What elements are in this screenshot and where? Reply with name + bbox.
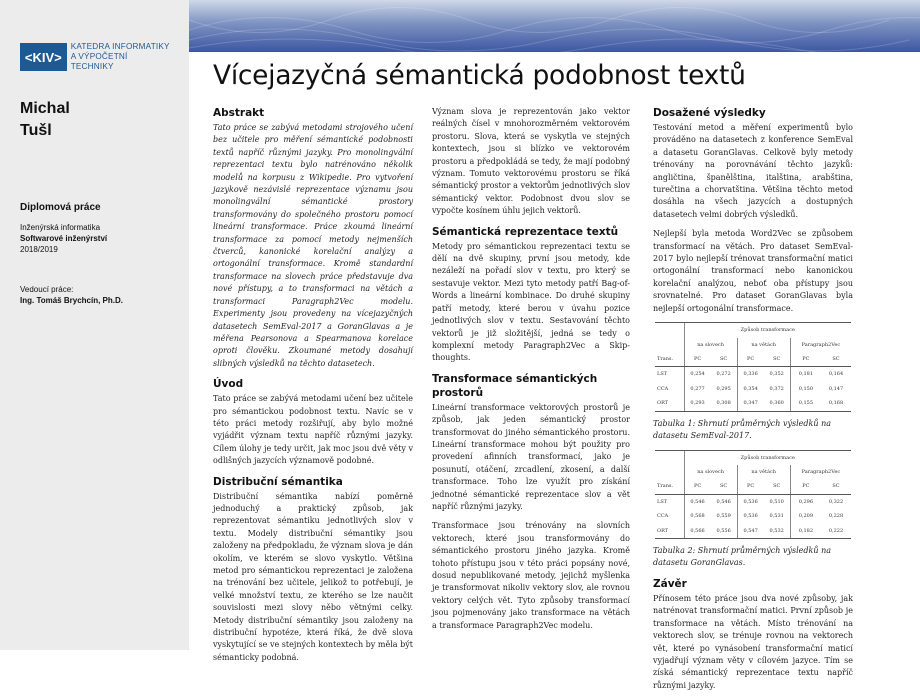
table-row — [655, 396, 851, 411]
table-cell: 0,182 — [790, 524, 821, 539]
table-cell: 0,372 — [769, 385, 784, 392]
transform-text-2: Transformace jsou trénovány na slovních vektorech, které jsou transformovány do sémantického prostoru jiného jazyka. Kromě tohoto přístupu jsou v této práci popsány nové, dosud nepublikované metody, jejichž myšlenka je transformovat nikoliv vektory slov, ale rovnou vektory celých vět. Tyto způsoby transformací jsou pojmenovány jako transformace na větách a transformace Paragraph2Vec modelu. — [432, 521, 630, 630]
intro-text: Tato práce se zabývá metodami učení bez učitele pro sémantickou podobnost textu. Navíc se v této práci metody rozšiřují, aby bylo možné vyjádřit význam textu napříč různými jazyky. Cílem úlohy je tedy určit, jak moc jsou dvě věty v odlišných jazycích významově podobné. — [213, 394, 413, 466]
table-cell: 0,222 — [821, 524, 851, 539]
table-cell: 0,556 — [711, 524, 738, 539]
semantic-repr-heading: Sémantická reprezentace textů — [432, 225, 619, 238]
table-cell: ORT — [655, 524, 684, 539]
author-first-name: Michal — [20, 100, 70, 117]
table-cell: 0,532 — [764, 524, 791, 539]
vector-meaning-text: Význam slova je reprezentován jako vektor reálných čísel v mnohorozměrném vektorovém prostoru. Slova, která se vyskytla ve stejných kontextech, jsou si blízko ve vektorovém prostoru a předpokládá se tedy, že mají podobný význam. Tomuto vektorovému prostoru se říká sémantický prostor a vektorům jednotlivých slov sémantický vektor. Podobnost dvou slov se vypočte kosínem úhlu jejich vektorů. — [432, 107, 630, 216]
table-subheader: SC — [821, 352, 851, 367]
table-row — [655, 382, 851, 396]
specialization: Softwarové inženýrství — [20, 234, 108, 243]
column-2 — [432, 106, 630, 639]
table-cell: 0,546 — [716, 498, 731, 505]
study-field — [20, 222, 107, 255]
logo-line-1: KATEDRA INFORMATIKY — [70, 42, 170, 51]
table-cell: 0,308 — [711, 396, 738, 411]
table-row — [655, 367, 851, 382]
logo-text — [71, 42, 170, 72]
transform-heading: Transformace sémantických prostorů — [432, 372, 598, 399]
advisor-block — [20, 284, 123, 306]
table-subheader: SC — [764, 352, 791, 367]
table-cell: 0,531 — [769, 513, 784, 520]
table-column-header: na větách — [737, 465, 790, 479]
results-text-1: Testování metod a měření experimentů bylo prováděno na datasetech z konference SemEval a datasetu GoranGlavas. Celkově byly metody trénovány na porovnávání těchto jazyků: angličtina, španělština, italština, arabština, turečtina a chorvatština. Většina těchto metod dosáhla na všech jazycích a dostupných datasetech velmi dobrých výsledků. — [653, 123, 853, 219]
table-column-header: na slovech — [684, 338, 737, 352]
table-cell: 0,293 — [684, 396, 711, 411]
thesis-type: Diplomová práce — [20, 202, 101, 213]
results-table-2 — [655, 450, 851, 539]
table-cell: LST — [657, 371, 668, 378]
semantic-repr-text: Metody pro sémantickou reprezentaci textu se dělí na dvě skupiny, první jsou metody, kde nezáleží na pořadí slov v textu, pro který se sestavuje vektor. Mezi tyto metody patří Bag-of-Words a lineární kombinace. Do druhé skupiny patří metody, které berou v úvahu pozice jednotlivých slov v textu. Sestavování těchto vektorů je již složitější, jedná se tedy o komplexní metody Paragraph2Vec a Skip-thoughts. — [432, 241, 630, 363]
table-subheader: Trans. — [655, 352, 684, 367]
table-cell: LST — [657, 498, 668, 505]
table-subheader: SC — [821, 479, 851, 494]
table-column-header: Paragraph2Vec — [790, 465, 851, 479]
table-cell: CCA — [657, 385, 669, 392]
table-subheader: SC — [711, 479, 738, 494]
distributional-text: Distribuční sémantika nabízí poměrně jednoduchý a praktický způsob, jak reprezentovat sémantiku jednotlivých slov v textu. Modely distribuční sémantiky jsou založeny na předpokladu, že význam slova je dán okolím, ve kterém se slovo vyskytlo. Většina metod pro sémantickou reprezentaci je založena na trénování bez učitele, jelikož to potřebují, je velké množství textu, ze kterého se lze naučit souvislosti mezi slovy něbo větnými celky. Metody distribuční sémantiky jsou založeny na distribuční hypotéze, která říká, že dvě slova vyskytující se ve stejných kontextech by měla být sémanticky podobná. — [213, 491, 413, 662]
table-cell: 0,354 — [737, 382, 764, 396]
table-cell: 0,164 — [828, 371, 844, 378]
table-cell: CCA — [657, 513, 669, 520]
results-tables — [653, 322, 853, 569]
table-caption: Tabulka 2: Shrnutí průměrných výsledků na datasetu GoranGlavas. — [653, 545, 831, 567]
table-row — [655, 494, 851, 509]
table-cell: 0,536 — [737, 509, 764, 523]
table-cell: 0,322 — [828, 498, 844, 505]
transform-text-1: Lineární transformace vektorových prostorů je způsob, jak jeden sémantický prostor transformovat do jiného sémantického prostoru. Lineární transformace mohou být použity pro provedení afinních transformací, jako je posunutí, otáčení, zrcadlení, zkosení, a další transformace. Toho lze využít pro získání jednotné sémantické reprezentace slov a vět napříč různými jazyky. — [432, 402, 630, 511]
field-name: Inženýrská informatika — [20, 223, 101, 232]
results-heading: Dosažené výsledky — [653, 107, 766, 119]
conclusion-text: Přínosem této práce jsou dva nové způsoby, jak natrénovat transformační matici. První způsob je transformace na větách. Místo trénování na vektorech slov, se trénuje rovnou na vektorech vět, které po vynásobení transformační maticí vyjadřují význam věty v cílovém jazyce. Tím se získá sémantický reprezentace textu napříč různými jazyky. — [653, 593, 853, 690]
author-last-name: Tušl — [20, 122, 52, 139]
column-3 — [653, 106, 853, 699]
table-subheader: PC — [684, 479, 711, 494]
table-cell: ORT — [655, 396, 684, 411]
table-row — [655, 509, 851, 523]
table-column-header: na slovech — [684, 465, 737, 479]
banner-pattern — [189, 0, 920, 52]
logo-badge: <KIV> — [20, 43, 67, 71]
table-cell: 0,254 — [684, 367, 711, 382]
table-cell: 0,360 — [764, 396, 791, 411]
abstract-text: Tato práce se zabývá metodami strojového učení bez učitele pro měření sémantické podobnosti textů napříč různými jazyky. Pro monolingvální reprezentaci textu bylo natrénováno několik modelů na korpusu z Wikipedie. Pro vytvoření jazykově nezávislé reprezentace významu jsou monolingvální sémantické prostory transformovány do společného prostoru pomocí lineární transformace. Práce zkoumá lineární transformace za pomocí metody nejmenších čtverců, kanonické korelační analýzy a ortogonální transformace. Kromě standardní transformace na slovech práce představuje dva nové přístupy, a to transformaci na větách a transformaci Paragraph2Vec modelu. Experimenty jsou provedeny na vícejazyčných datasetech SemEval-2017 a GoranGlavas a je měřena Pearsonova a Spearmanova korelace oproti člověku. Zkoumané metody dosahují slibných výsledků na těchto datasetech. — [213, 123, 413, 368]
conclusion-heading: Závěr — [653, 577, 687, 590]
table-subheader: PC — [790, 479, 821, 494]
column-1 — [213, 106, 413, 671]
intro-heading: Úvod — [213, 378, 244, 391]
table-subheader: PC — [737, 352, 764, 367]
table-cell: 0,559 — [716, 513, 731, 520]
table-subheader: SC — [711, 352, 738, 367]
results-table-1 — [655, 322, 851, 411]
table-cell: 0,352 — [769, 371, 784, 378]
table-cell: 0,547 — [737, 524, 764, 539]
logo-line-2: A VÝPOČETNÍ TECHNIKY — [70, 52, 128, 71]
table-cell: 0,228 — [828, 513, 844, 520]
table-cell: 0,546 — [684, 494, 711, 509]
kiv-logo — [20, 42, 170, 72]
academic-year: 2018/2019 — [20, 245, 58, 254]
distributional-heading: Distribuční sémantika — [213, 475, 343, 488]
table-column-header: Paragraph2Vec — [790, 338, 851, 352]
sidebar — [0, 0, 189, 650]
table-cell: 0,277 — [684, 382, 711, 396]
table-subheader: PC — [737, 479, 764, 494]
table-column-header: na větách — [737, 338, 790, 352]
abstract-heading: Abstrakt — [213, 107, 265, 119]
table-cell: 0,336 — [737, 367, 764, 382]
table-row — [655, 524, 851, 539]
table-group-header: Způsob transformace — [684, 450, 851, 465]
table-subheader: PC — [790, 352, 821, 367]
table-subheader: Trans. — [655, 479, 684, 494]
table-cell: 0,568 — [684, 509, 711, 523]
table-cell: 0,168 — [821, 396, 851, 411]
table-cell: 0,296 — [790, 494, 821, 509]
table-subheader: SC — [764, 479, 791, 494]
table-cell: 0,150 — [790, 382, 821, 396]
results-text-2: Nejlepší byla metoda Word2Vec se způsobem transformací na větách. Pro dataset SemEval-2017 bylo nejlepší trénovat transformační matici ortogonální transformací nebo kanonickou korelační analýzou, neboť oba přístupy jsou srovnatelné. Pro dataset GoranGlavas byla nejlepší ortogonální transformace. — [653, 229, 853, 313]
table-cell: 0,536 — [737, 494, 764, 509]
table-subheader: PC — [684, 352, 711, 367]
advisor-label: Vedoucí práce: — [20, 285, 74, 294]
page-title: Vícejazyčná sémantická podobnost textů — [213, 60, 746, 91]
table-cell: 0,209 — [790, 509, 821, 523]
table-group-header: Způsob transformace — [684, 323, 851, 338]
table-cell: 0,155 — [790, 396, 821, 411]
table-caption: Tabulka 1: Shrnutí průměrných výsledků na datasetu SemEval-2017. — [653, 418, 831, 440]
table-cell: 0,272 — [716, 371, 731, 378]
header-banner — [189, 0, 920, 52]
table-cell: 0,510 — [769, 498, 784, 505]
table-cell: 0,347 — [737, 396, 764, 411]
advisor-name: Ing. Tomáš Brychcín, Ph.D. — [20, 296, 123, 305]
table-cell: 0,181 — [790, 367, 821, 382]
table-cell: 0,566 — [684, 524, 711, 539]
table-cell: 0,295 — [716, 385, 731, 392]
table-cell: 0,147 — [828, 385, 844, 392]
